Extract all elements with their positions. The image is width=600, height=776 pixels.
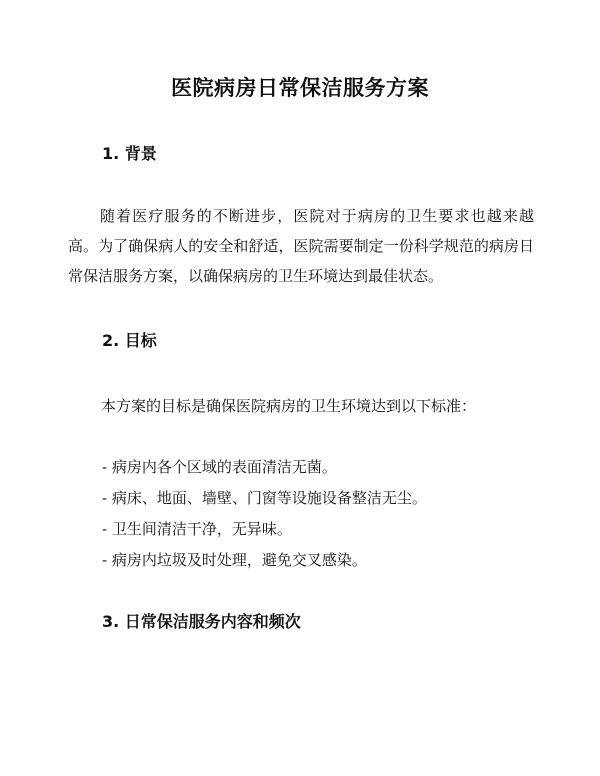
goal-bullet-item: - 病床、地面、墙壁、门窗等设施设备整洁无尘。 — [102, 489, 427, 507]
document-title: 医院病房日常保洁服务方案 — [171, 76, 429, 100]
section-heading-services: 3. 日常保洁服务内容和频次 — [102, 612, 301, 631]
goal-bullet-item: - 病房内垃圾及时处理，避免交叉感染。 — [102, 551, 367, 569]
goal-bullet-item: - 病房内各个区域的表面清洁无菌。 — [102, 458, 337, 476]
section-heading-goals: 2. 目标 — [102, 331, 157, 350]
goals-intro: 本方案的目标是确保医院病房的卫生环境达到以下标准： — [101, 397, 477, 415]
section-heading-background: 1. 背景 — [102, 144, 157, 163]
goal-bullet-item: - 卫生间清洁干净，无异味。 — [102, 520, 292, 538]
background-paragraph: 随着医疗服务的不断进步，医院对于病房的卫生要求也越来越高。为了确保病人的安全和舒适，医院需要制定一份科学规范的病房日常保洁服务方案，以确保病房的卫生环境达到最佳状态。 — [68, 207, 534, 285]
